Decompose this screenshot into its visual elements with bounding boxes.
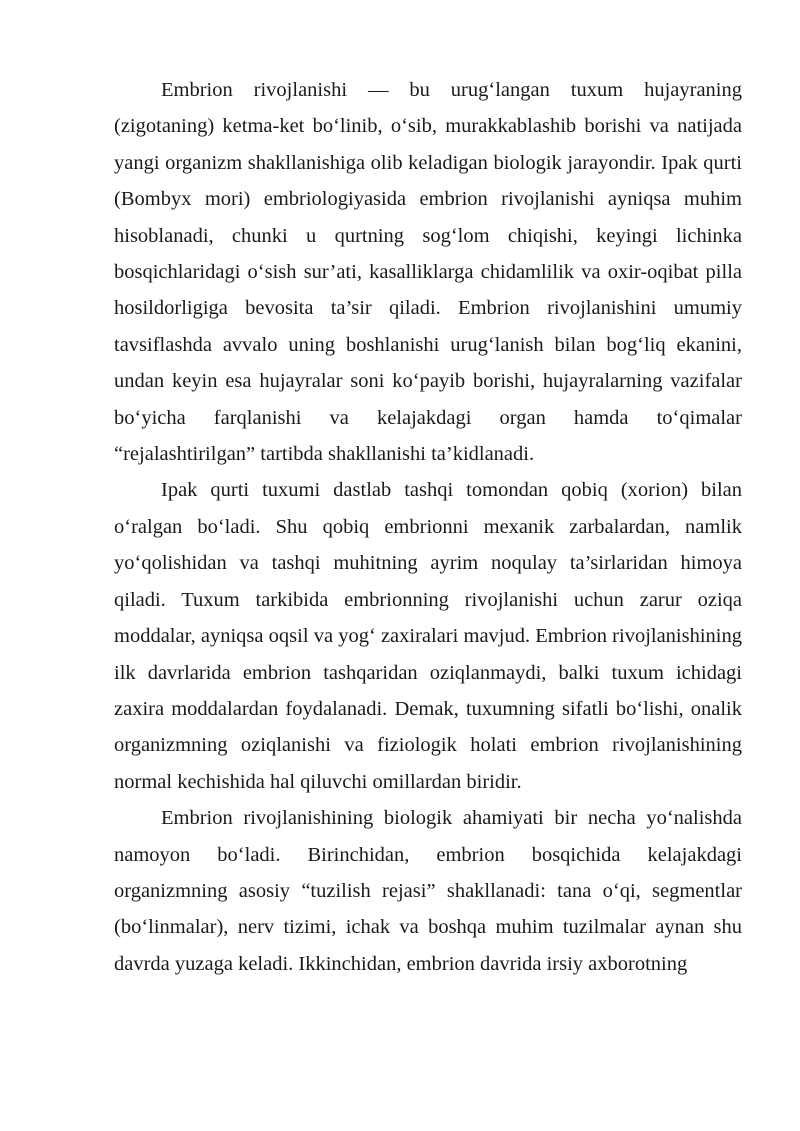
paragraph-embryo-definition: Embrion rivojlanishi — bu urug‘langan tuxum hujayraning (zigotaning) ketma-ket bo‘linib, o‘sib, murakkablashib borishi va natijada yangi organizm shakllanishiga olib keladigan biologik jarayondir. Ipak qurti (Bombyx mori) embriologiyasida embrion rivojlanishi ayniqsa muhim hisoblanadi, chunki u qurtning sog‘lom chiqishi, keyingi lichinka bosqichlaridagi o‘sish sur’ati, kasalliklarga chidamlilik va oxir-oqibat pilla hosildorligiga bevosita ta’sir qiladi. Embrion rivojlanishini umumiy tavsiflashda avvalo uning boshlanishi urug‘lanish bilan bog‘liq ekanini, undan keyin esa hujayralar soni ko‘payib borishi, hujayralarning vazifalar bo‘yicha farqlanishi va kelajakdagi organ hamda to‘qimalar “rejalashtirilgan” tartibda shakllanishi ta’kidlanadi.: [114, 79, 742, 466]
paragraph-biological-significance: Embrion rivojlanishining biologik ahamiyati bir necha yo‘nalishda namoyon bo‘ladi. Birinchidan, embrion bosqichida kelajakdagi organizmning asosiy “tuzilish rejasi” shakllanadi: tana o‘qi, segmentlar (bo‘linmalar), nerv tizimi, ichak va boshqa muhim tuzilmalar aynan shu davrda yuzaga keladi. Ikkinchidan, embrion davrida irsiy axborotning: [114, 807, 742, 975]
paragraph-egg-structure: Ipak qurti tuxumi dastlab tashqi tomondan qobiq (xorion) bilan o‘ralgan bo‘ladi. Shu qobiq embrionni mexanik zarbalardan, namlik yo‘qolishidan va tashqi muhitning ayrim noqulay ta’sirlaridan himoya qiladi. Tuxum tarkibida embrionning rivojlanishi uchun zarur oziqa moddalar, ayniqsa oqsil va yog‘ zaxiralari mavjud. Embrion rivojlanishining ilk davrlarida embrion tashqaridan oziqlanmaydi, balki tuxum ichidagi zaxira moddalardan foydalanadi. Demak, tuxumning sifatli bo‘lishi, onalik organizmning oziqlanishi va fiziologik holati embrion rivojlanishining normal kechishida hal qiluvchi omillardan biridir.: [114, 479, 742, 793]
document-page: [114, 72, 742, 982]
